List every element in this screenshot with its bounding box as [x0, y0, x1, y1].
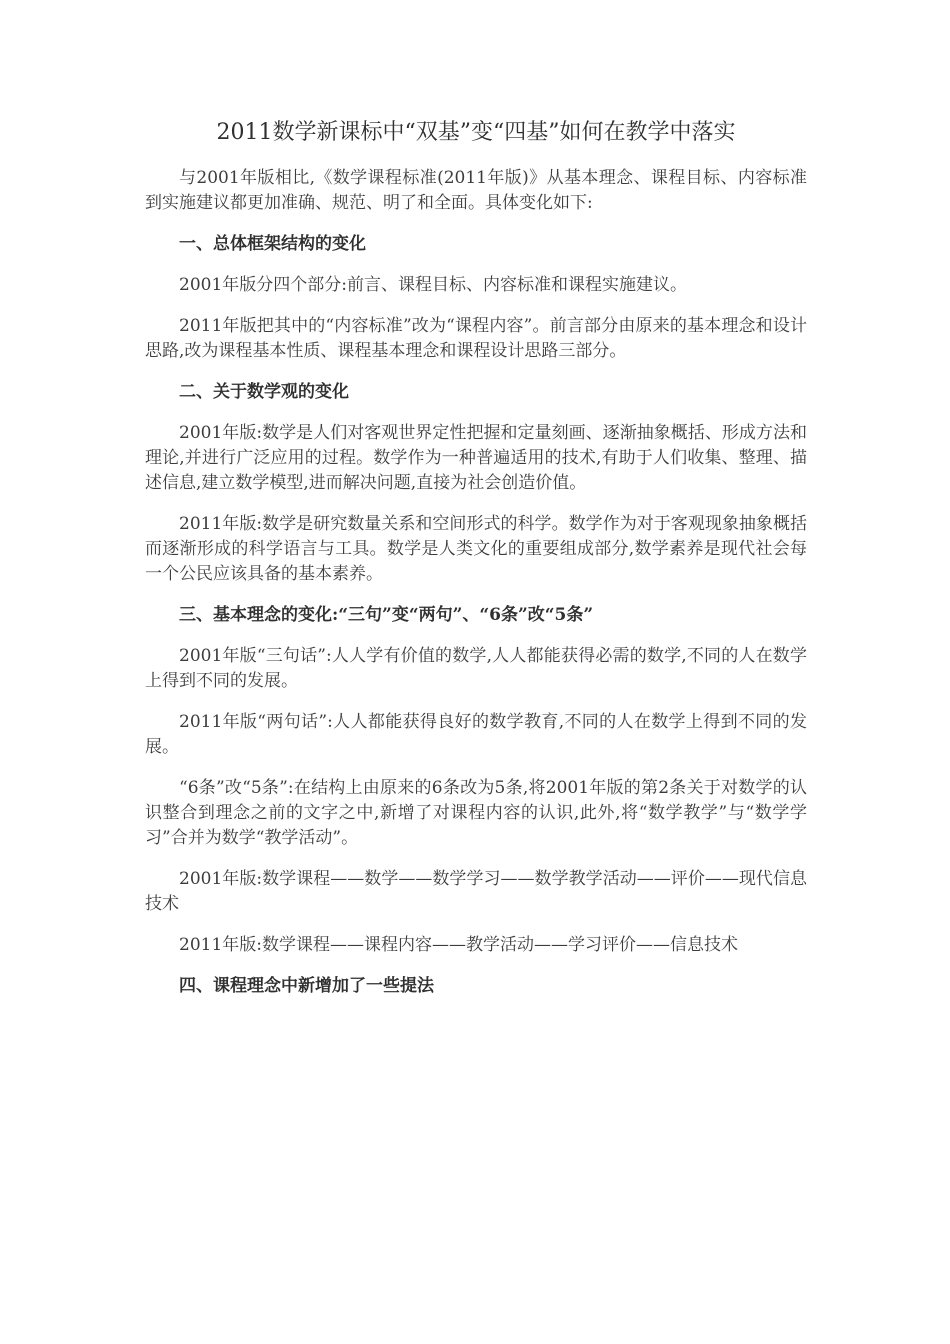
section-1-paragraph-1: 2001年版分四个部分:前言、课程目标、内容标准和课程实施建议。 [179, 275, 687, 295]
section-1-heading: 一、总体框架结构的变化 [179, 234, 366, 254]
intro-paragraph: 与2001年版相比,《数学课程标准(2011年版)》从基本理念、课程目标、内容标准到实施建议都更加准确、规范、明了和全面。具体变化如下: [145, 168, 807, 213]
section-3-paragraph-5: 2011年版:数学课程——课程内容——教学活动——学习评价——信息技术 [179, 935, 738, 955]
section-3-paragraph-4: 2001年版:数学课程——数学——数学学习——数学教学活动——评价——现代信息技术 [145, 869, 807, 914]
section-1-paragraph-2: 2011年版把其中的“内容标准”改为“课程内容”。前言部分由原来的基本理念和设计思路,改为课程基本性质、课程基本理念和课程设计思路三部分。 [145, 316, 807, 361]
document-page [145, 118, 807, 1015]
section-2-paragraph-1: 2001年版:数学是人们对客观世界定性把握和定量刻画、逐渐抽象概括、形成方法和理论,并进行广泛应用的过程。数学作为一种普遍适用的技术,有助于人们收集、整理、描述信息,建立数学模型,进而解决问题,直接为社会创造价值。 [145, 423, 807, 493]
section-3-paragraph-1: 2001年版“三句话”:人人学有价值的数学,人人都能获得必需的数学,不同的人在数学上得到不同的发展。 [145, 646, 807, 691]
section-4-heading: 四、课程理念中新增加了一些提法 [179, 976, 434, 996]
section-3-paragraph-2: 2011年版“两句话”:人人都能获得良好的数学教育,不同的人在数学上得到不同的发展。 [145, 712, 807, 757]
document-title: 2011数学新课标中“双基”变“四基”如何在教学中落实 [216, 120, 736, 145]
section-3-heading: 三、基本理念的变化:“三句”变“两句”、“6条”改“5条” [179, 605, 594, 625]
section-2-heading: 二、关于数学观的变化 [179, 382, 349, 402]
section-3-paragraph-3: “6条”改“5条”:在结构上由原来的6条改为5条,将2001年版的第2条关于对数学的认识整合到理念之前的文字之中,新增了对课程内容的认识,此外,将“数学教学”与“数学学习”合并为数学“教学活动”。 [145, 778, 807, 848]
section-2-paragraph-2: 2011年版:数学是研究数量关系和空间形式的科学。数学作为对于客观现象抽象概括而逐渐形成的科学语言与工具。数学是人类文化的重要组成部分,数学素养是现代社会每一个公民应该具备的基本素养。 [145, 514, 807, 584]
